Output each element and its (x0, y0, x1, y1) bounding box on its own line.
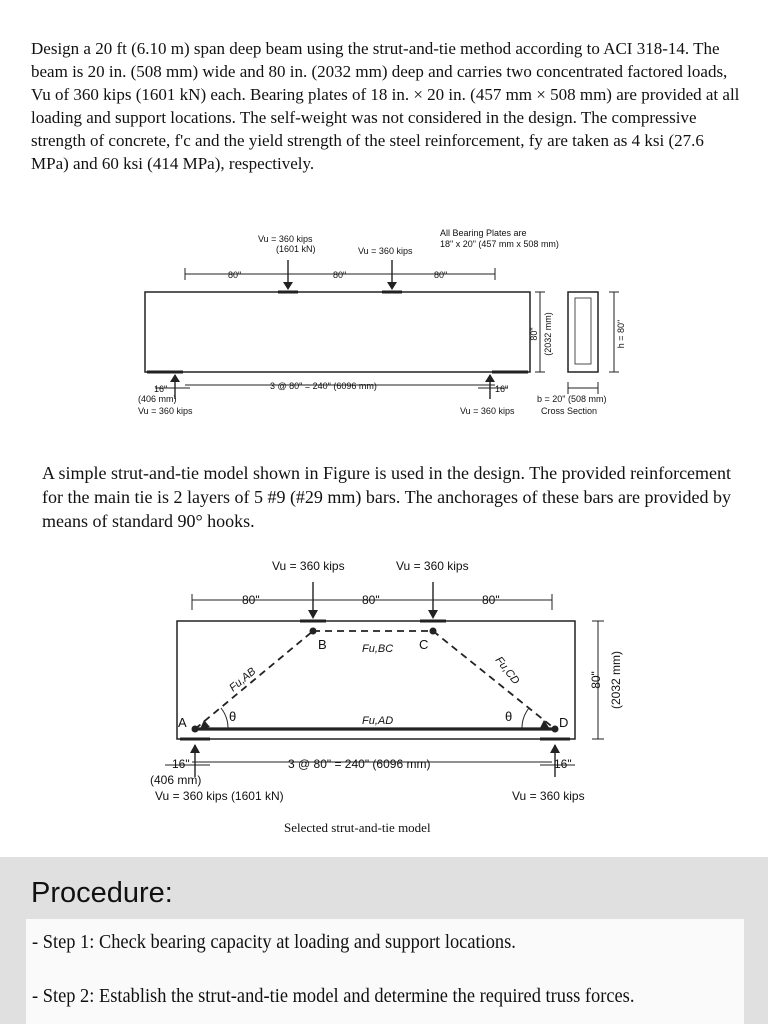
dim-406: (406 mm) (150, 773, 202, 787)
node-b-dot (310, 628, 317, 635)
depth-mm: (2032 mm) (609, 650, 623, 710)
load-label-right: Vu = 360 kips (358, 246, 413, 256)
cross-section-outline (568, 292, 598, 372)
h-label: h = 80" (616, 319, 626, 349)
depth-in: 80" (589, 671, 603, 689)
theta-left: θ (229, 709, 237, 724)
dim-80-a: 80" (228, 270, 242, 280)
dim-80-c: 80" (482, 593, 500, 607)
dim-406: (406 mm) (138, 394, 177, 404)
dim-80-a: 80" (242, 593, 260, 607)
problem-statement: Design a 20 ft (6.10 m) span deep beam using the strut-and-tie method according to ACI 318-14. The beam is 20 in. (508 mm) wide and 80 in. (2032 mm) deep and carries two concentrated factored loads, Vu of 360 kips (1601 kN) each. Bearing plates of 18 in. × 20 in. (457 mm × 508 mm) are provided at all loading and support locations. The self-weight was not considered in the design. The compressive strength of concrete, f'c and the yield strength of the steel reinforcement, fy are taken as 4 ksi (27.6 MPa) and 60 ksi (414 MPa), respectively. (31, 39, 740, 173)
strut-cd (433, 631, 555, 729)
dim-80-b: 80" (362, 593, 380, 607)
model-description: A simple strut-and-tie model shown in Figure is used in the design. The provided reinforcement for the main tie is 2 layers of 5 #9 (#29 mm) bars. The anchorages of these bars are provided by means of standard 90° hooks. (42, 463, 732, 531)
node-a-label: A (178, 715, 187, 730)
dim-16-right: 16" (495, 384, 509, 394)
plates-note-2: 18" x 20" (457 mm x 508 mm) (440, 239, 559, 249)
theta-right: θ (505, 709, 513, 724)
force-cd-label: Fu,CD (492, 654, 522, 687)
procedure-title: Procedure: (31, 877, 173, 909)
beam-outline (145, 292, 530, 372)
reaction-left: Vu = 360 kips (1601 kN) (155, 789, 284, 803)
plates-note-1: All Bearing Plates are (440, 228, 527, 238)
force-ad-label: Fu,AD (362, 715, 394, 727)
procedure-steps (26, 919, 744, 1024)
load-label-right: Vu = 360 kips (396, 559, 469, 573)
dim-16-right: 16" (554, 757, 572, 771)
force-ab-label: Fu,AB (227, 665, 259, 695)
dim-16-left: 16" (172, 757, 190, 771)
dim-span: 3 @ 80" = 240" (6096 mm) (288, 757, 431, 771)
strut-ab (195, 631, 313, 729)
dim-80-b: 80" (333, 270, 347, 280)
dim-16-left: 16" (154, 384, 168, 394)
strut-and-tie-model-figure (0, 552, 768, 842)
node-d-label: D (559, 715, 569, 730)
depth-in: 80" (529, 327, 539, 341)
node-d-dot (552, 726, 559, 733)
beam-elevation-figure (0, 222, 768, 452)
node-b-label: B (318, 637, 327, 652)
node-c-dot (430, 628, 437, 635)
node-c-label: C (419, 637, 429, 652)
reaction-right: Vu = 360 kips (460, 406, 515, 416)
reaction-left: Vu = 360 kips (138, 406, 193, 416)
figure-caption: Selected strut-and-tie model (284, 820, 431, 835)
procedure-panel (0, 857, 768, 1024)
dim-80-c: 80" (434, 270, 448, 280)
load-label-left-kn: (1601 kN) (276, 244, 316, 254)
reaction-right: Vu = 360 kips (512, 789, 585, 803)
force-bc-label: Fu,BC (362, 643, 394, 655)
load-label-left: Vu = 360 kips (258, 234, 313, 244)
node-a-dot (192, 726, 199, 733)
depth-mm: (2032 mm) (543, 312, 553, 356)
step-2: - Step 2: Establish the strut-and-tie model and determine the required truss forces. (32, 985, 635, 1007)
cross-section-label: Cross Section (541, 406, 598, 416)
dim-span: 3 @ 80" = 240" (6096 mm) (270, 381, 377, 391)
load-label-left: Vu = 360 kips (272, 559, 345, 573)
width-label: b = 20" (508 mm) (537, 394, 607, 404)
step-1: - Step 1: Check bearing capacity at loading and support locations. (32, 931, 516, 953)
